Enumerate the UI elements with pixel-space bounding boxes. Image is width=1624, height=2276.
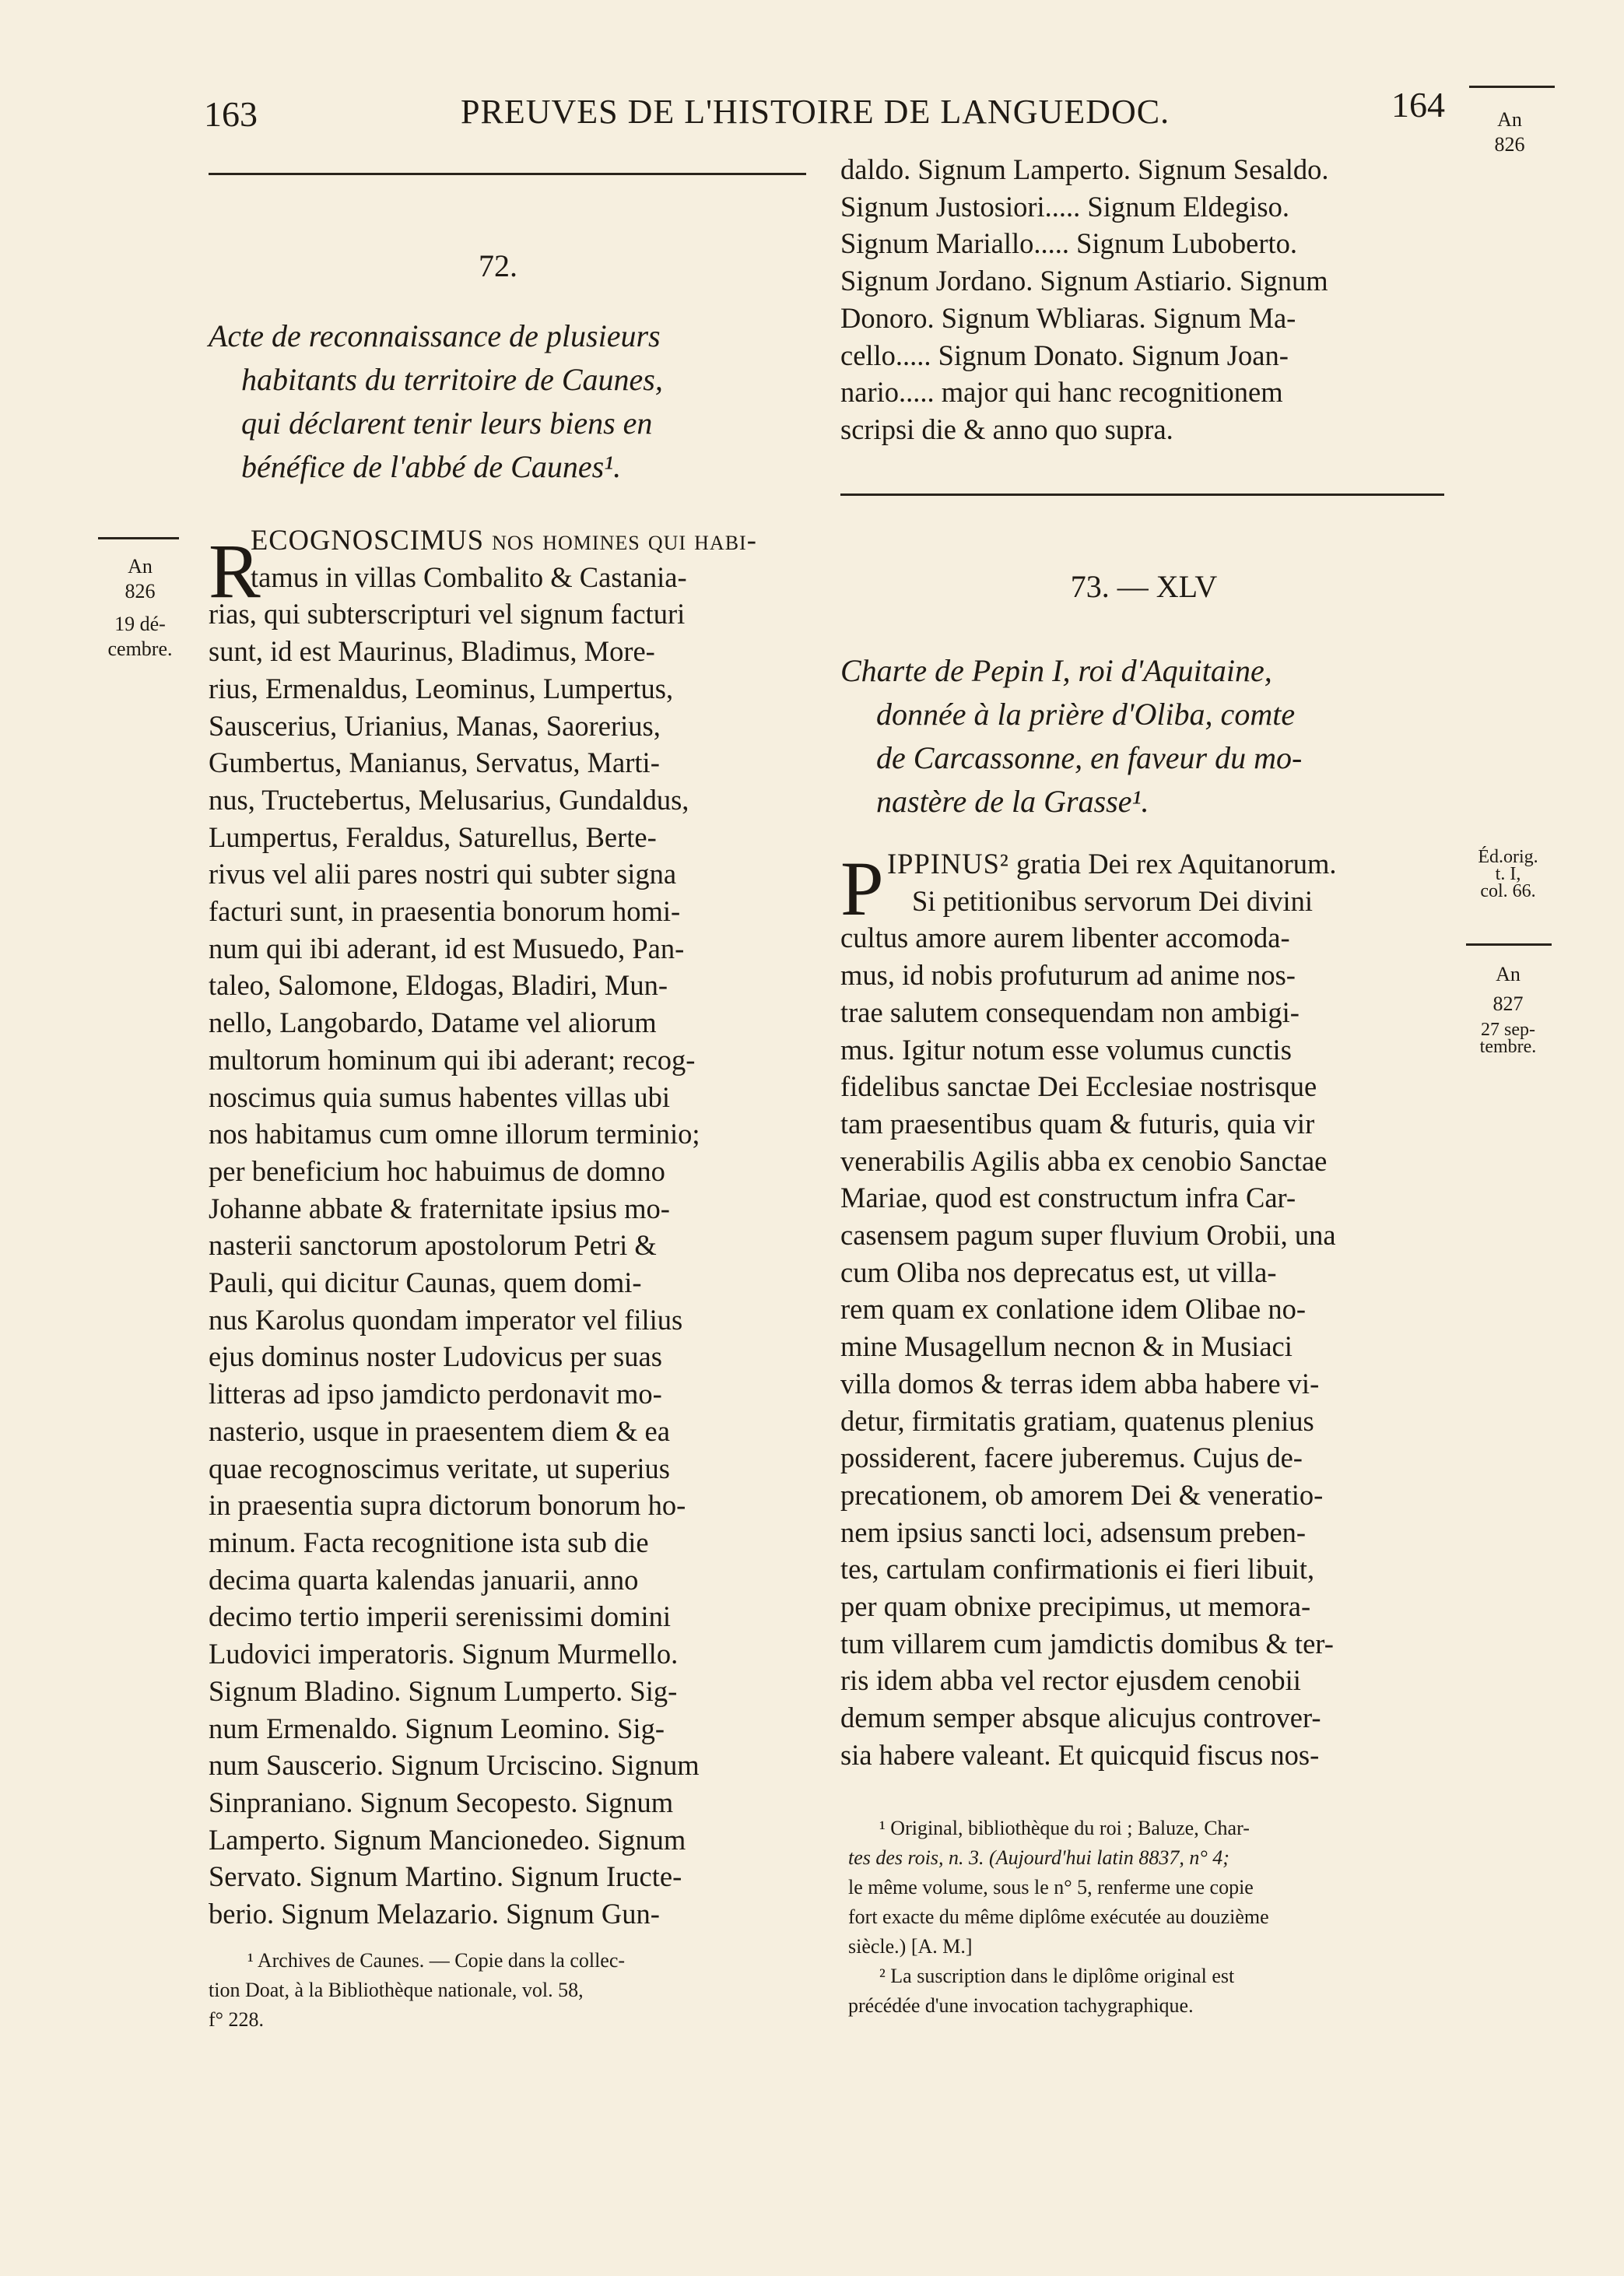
text-line: nus Karolus quondam imperator vel filius xyxy=(209,1303,683,1336)
text-line: cultus amore aurem libenter accomoda- xyxy=(840,922,1290,954)
text-line: rivus vel alii pares nostri qui subter signa xyxy=(209,858,677,890)
text-line: nello, Langobardo, Datame vel aliorum xyxy=(209,1006,657,1039)
right-margin-top-rule xyxy=(1469,86,1555,88)
footnote-line: ¹ Archives de Caunes. — Copie dans la collec- xyxy=(247,1949,626,1972)
text-line: litteras ad ipso jamdicto perdonavit mo- xyxy=(209,1378,662,1410)
text-line: scripsi die & anno quo supra. xyxy=(840,413,1173,445)
text-line: berio. Signum Melazario. Signum Gun- xyxy=(209,1898,660,1930)
title-line: nastère de la Grasse¹. xyxy=(876,784,1149,819)
text-line: Servato. Signum Martino. Signum Iructe- xyxy=(209,1860,682,1893)
text-line: in praesentia supra dictorum bonorum ho- xyxy=(209,1489,686,1522)
title-line: qui déclarent tenir leurs biens en xyxy=(241,406,653,441)
title-line: bénéfice de l'abbé de Caunes¹. xyxy=(241,449,622,484)
margin-day: 19 dé- xyxy=(114,613,166,635)
title-line: Acte de reconnaissance de plusieurs xyxy=(209,318,661,353)
footnote-line: tion Doat, à la Bibliothèque nationale, vol. 58, xyxy=(209,1979,584,2001)
text-line: nasterio, usque in praesentem diem & ea xyxy=(209,1414,670,1447)
text-line: sia habere valeant. Et quicquid fiscus nos- xyxy=(840,1738,1320,1771)
footnote-line: tes des rois, n. 3. (Aujourd'hui latin 8837, n° 4; xyxy=(848,1846,1229,1869)
text-line: mus. Igitur notum esse volumus cunctis xyxy=(840,1033,1292,1066)
text-line: Lamperto. Signum Mancionedeo. Signum xyxy=(209,1823,686,1856)
margin-year: 826 xyxy=(125,580,156,602)
text-line: rius, Ermenaldus, Leominus, Lumpertus, xyxy=(209,672,674,704)
edition-column: col. 66. xyxy=(1480,881,1536,901)
text-line: Lumpertus, Feraldus, Saturellus, Berte- xyxy=(209,820,657,853)
document-73-text xyxy=(840,845,1447,1774)
text-line: quae recognoscimus veritate, ut superius xyxy=(209,1452,670,1484)
footnote-line: ¹ Original, bibliothèque du roi ; Baluze, Char- xyxy=(879,1817,1250,1839)
text-line: Signum Justosiori..... Signum Eldegiso. xyxy=(840,190,1289,223)
text-line: noscimus quia sumus habentes villas ubi xyxy=(209,1080,671,1113)
margin-month: cembre. xyxy=(107,637,173,660)
left-margin-rule xyxy=(98,537,179,539)
left-page-number: 163 xyxy=(204,94,258,134)
right-section-rule xyxy=(840,493,1444,496)
text-line: trae salutem consequendam non ambigi- xyxy=(840,996,1300,1028)
text-line: tes, cartulam confirmationis ei fieri libuit, xyxy=(840,1553,1315,1586)
margin-year-label: An xyxy=(128,555,153,578)
text-line: num Sauscerio. Signum Urciscino. Signum xyxy=(209,1749,700,1782)
text-line: decimo tertio imperii serenissimi domini xyxy=(209,1600,672,1633)
text-line: Signum Mariallo..... Signum Luboberto. xyxy=(840,227,1298,260)
document-73-title xyxy=(840,649,1447,824)
text-line: Mariae, quod est constructum infra Car- xyxy=(840,1182,1296,1214)
footnote-line: le même volume, sous le n° 5, renferme une copie xyxy=(848,1876,1254,1898)
document-number-72: 72. xyxy=(479,248,517,283)
margin-year-label: An xyxy=(1497,108,1522,131)
right-page-number: 164 xyxy=(1391,85,1445,125)
text-line: possiderent, facere juberemus. Cujus de- xyxy=(840,1442,1303,1474)
text-line: demum semper absque alicujus controver- xyxy=(840,1702,1321,1734)
edition-tome: t. I, xyxy=(1495,864,1521,884)
text-line: per quam obnixe precipimus, ut memora- xyxy=(840,1590,1311,1623)
drop-cap-P: P xyxy=(840,845,884,932)
text-line: fidelibus sanctae Dei Ecclesiae nostrisque xyxy=(840,1070,1317,1103)
first-line-rest: gratia Dei rex Aquitanorum. xyxy=(1008,848,1337,880)
text-line: casensem pagum super fluvium Orobii, una xyxy=(840,1219,1336,1252)
document-72-footnote xyxy=(209,1946,808,2035)
text-line: precationem, ob amorem Dei & veneratio- xyxy=(840,1478,1324,1511)
text-line: Donoro. Signum Wbliaras. Signum Ma- xyxy=(840,301,1296,334)
text-line: per beneficium hoc habuimus de domno xyxy=(209,1154,665,1187)
left-top-rule xyxy=(209,173,806,175)
text-line: multorum hominum qui ibi aderant; recog- xyxy=(209,1043,696,1076)
text-line: cello..... Signum Donato. Signum Joan- xyxy=(840,339,1289,371)
text-line: decima quarta kalendas januarii, anno xyxy=(209,1563,639,1596)
text-line: venerabilis Agilis abba ex cenobio Sanctae xyxy=(840,1144,1328,1177)
text-line: Si petitionibus servorum Dei divini xyxy=(912,884,1314,917)
right-margin-year-top xyxy=(1463,107,1556,157)
text-line: minum. Facta recognitione ista sub die xyxy=(209,1526,649,1558)
text-line: ECOGNOSCIMUS nos homines qui habi- xyxy=(251,524,757,556)
text-line: sunt, id est Maurinus, Bladimus, More- xyxy=(209,635,655,668)
text-line: Gumbertus, Manianus, Servatus, Marti- xyxy=(209,746,660,779)
document-number-73: 73. — XLV xyxy=(1070,569,1218,604)
margin-day: 27 sep- xyxy=(1481,1020,1535,1040)
document-72-text xyxy=(209,522,808,1933)
text-line: tam praesentibus quam & futuris, quia vir xyxy=(840,1107,1315,1140)
footnote-line: fort exacte du même diplôme exécutée au douzième xyxy=(848,1905,1269,1928)
footnote-line: f° 228. xyxy=(209,2008,265,2031)
text-line: rias, qui subterscripturi vel signum facturi xyxy=(209,598,686,630)
first-word: IPPINUS² xyxy=(887,848,1009,880)
running-title: PREUVES DE L'HISTOIRE DE LANGUEDOC. xyxy=(461,93,1170,131)
text-line: facturi sunt, in praesentia bonorum homi- xyxy=(209,895,681,928)
edition-reference xyxy=(1455,848,1561,900)
text-line: Pauli, qui dicitur Caunas, quem domi- xyxy=(209,1266,642,1299)
text-line xyxy=(840,845,1447,883)
text-line: num Ermenaldo. Signum Leomino. Sig- xyxy=(209,1712,665,1744)
text-line: rem quam ex conlatione idem Olibae no- xyxy=(840,1293,1306,1326)
right-margin-date-rule xyxy=(1466,943,1552,946)
document-73-footnotes xyxy=(848,1814,1455,2021)
text-line: ejus dominus noster Ludovicus per suas xyxy=(209,1340,662,1373)
document-72-title xyxy=(209,314,808,489)
footnote-line: précédée d'une invocation tachygraphique. xyxy=(848,1994,1194,2017)
text-line: num qui ibi aderant, id est Musuedo, Pan- xyxy=(209,932,685,964)
left-margin-date xyxy=(86,554,195,662)
edition-label: Éd.orig. xyxy=(1478,847,1538,867)
margin-year-label: An xyxy=(1496,963,1521,985)
text-line: villa domos & terras idem abba habere vi- xyxy=(840,1367,1320,1400)
text-line: ris idem abba vel rector ejusdem cenobii xyxy=(840,1664,1301,1697)
text-line: Sauscerius, Urianius, Manas, Saorerius, xyxy=(209,709,661,742)
right-margin-date xyxy=(1460,962,1556,1055)
text-line: cum Oliba nos deprecatus est, ut villa- xyxy=(840,1256,1277,1288)
text-line: Sinpraniano. Signum Secopesto. Signum xyxy=(209,1786,674,1818)
text-line: daldo. Signum Lamperto. Signum Sesaldo. xyxy=(840,153,1329,185)
footnote-line: ² La suscription dans le diplôme original est xyxy=(879,1965,1235,1987)
text-line: nos habitamus cum omne illorum terminio; xyxy=(209,1118,700,1150)
document-72-continuation xyxy=(840,151,1447,448)
text-line: Johanne abbate & fraternitate ipsius mo- xyxy=(209,1192,670,1224)
margin-year: 827 xyxy=(1492,992,1524,1015)
text-line: Ludovici imperatoris. Signum Murmello. xyxy=(209,1638,679,1670)
title-line: de Carcassonne, en faveur du mo- xyxy=(876,740,1303,775)
text-line: nasterii sanctorum apostolorum Petri & xyxy=(209,1229,657,1262)
text-line: nus, Tructebertus, Melusarius, Gundaldus, xyxy=(209,783,689,816)
text-line: Signum Bladino. Signum Lumperto. Sig- xyxy=(209,1674,678,1707)
text-line: tamus in villas Combalito & Castania- xyxy=(251,560,687,593)
text-line: mine Musagellum necnon & in Musiaci xyxy=(840,1330,1293,1363)
title-line: Charte de Pepin I, roi d'Aquitaine, xyxy=(840,653,1272,688)
text-line: Signum Jordano. Signum Astiario. Signum xyxy=(840,265,1328,297)
text-line: nem ipsius sancti loci, adsensum preben- xyxy=(840,1516,1307,1548)
text-line: nario..... major qui hanc recognitionem xyxy=(840,376,1283,409)
drop-cap-R: R xyxy=(209,528,261,614)
text-line: mus, id nobis profuturum ad anime nos- xyxy=(840,959,1296,992)
margin-year: 826 xyxy=(1494,133,1525,156)
text-line: detur, firmitatis gratiam, quatenus plenius xyxy=(840,1404,1314,1437)
footnote-line: siècle.) [A. M.] xyxy=(848,1935,973,1958)
margin-month: tembre. xyxy=(1479,1037,1537,1057)
text-line: tum villarem cum jamdictis domibus & ter- xyxy=(840,1627,1334,1660)
title-line: donnée à la prière d'Oliba, comte xyxy=(876,697,1296,732)
text-line: taleo, Salomone, Eldogas, Bladiri, Mun- xyxy=(209,969,668,1002)
title-line: habitants du territoire de Caunes, xyxy=(241,362,663,397)
